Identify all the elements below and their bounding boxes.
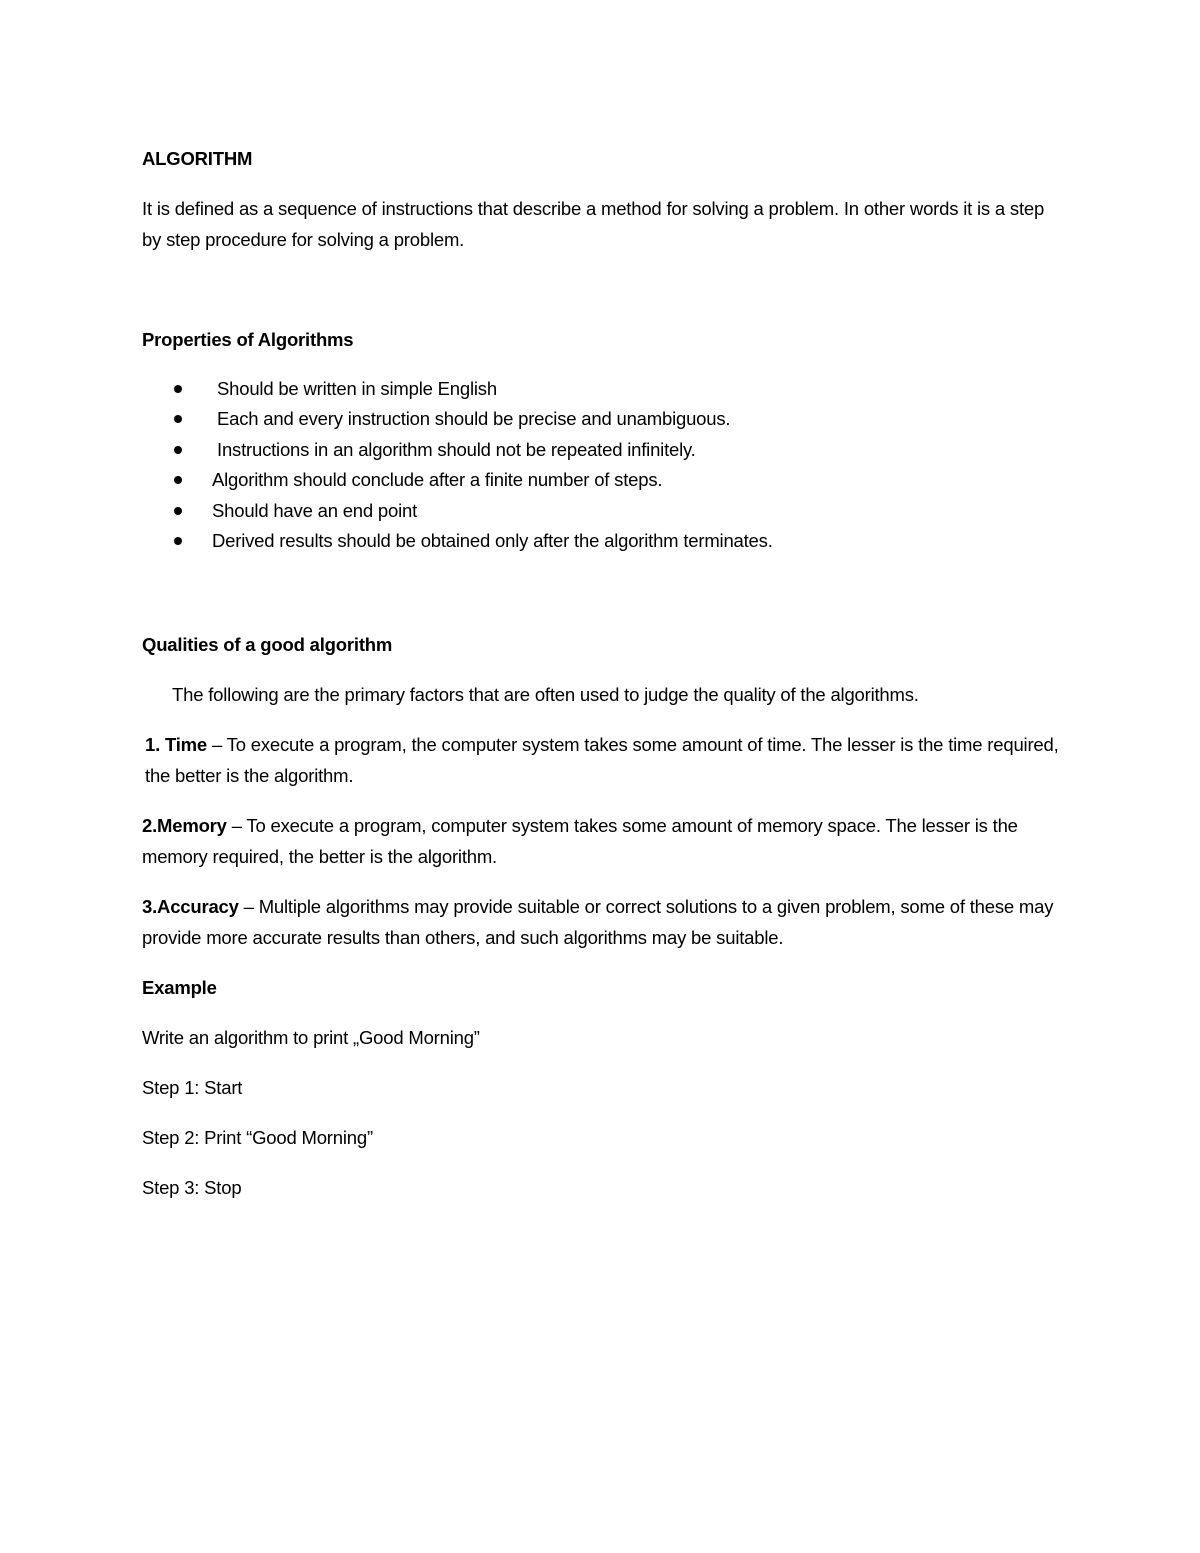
page-title: ALGORITHM: [142, 148, 253, 169]
list-item: [142, 496, 1062, 526]
list-item-text: Each and every instruction should be precise and unambiguous.: [217, 408, 731, 430]
bullet-icon: [174, 385, 182, 393]
list-item-text: Algorithm should conclude after a finite number of steps.: [212, 469, 663, 491]
definition-paragraph: It is defined as a sequence of instructions that describe a method for solving a problem. In other words it is a step by step procedure for solving a problem.: [142, 198, 1045, 250]
list-item: [142, 435, 1062, 465]
list-item-text: Should be written in simple English: [217, 378, 497, 399]
example-step: Step 2: Print “Good Morning”: [142, 1127, 373, 1149]
quality-label: 2.Memory: [142, 815, 227, 837]
quality-text: – Multiple algorithms may provide suitable or correct solutions to a given problem, some of these may provide more accurate results than others, and such algorithms may be suitable.: [142, 896, 1054, 949]
properties-heading: Properties of Algorithms: [142, 329, 354, 350]
bullet-icon: [174, 446, 182, 454]
list-item-text: Derived results should be obtained only after the algorithm terminates.: [212, 530, 773, 552]
bullet-icon: [174, 476, 182, 484]
quality-accuracy: [142, 891, 1062, 953]
list-item: [142, 526, 1062, 556]
example-step: Step 1: Start: [142, 1077, 243, 1099]
bullet-icon: [174, 537, 182, 545]
properties-list: [142, 374, 1062, 556]
list-item-text: Instructions in an algorithm should not be repeated infinitely.: [217, 438, 696, 460]
list-item: [142, 404, 1062, 434]
bullet-icon: [174, 507, 182, 515]
quality-text: – To execute a program, computer system takes some amount of memory space. The lesser is the memory required, the better is the algorithm.: [142, 815, 1018, 868]
example-heading: Example: [142, 977, 217, 999]
document-page: [142, 143, 1062, 1203]
example-task: Write an algorithm to print „Good Morning”: [142, 1027, 480, 1049]
quality-memory: [142, 810, 1062, 872]
quality-label: 1. Time: [145, 734, 208, 756]
quality-time: [142, 729, 1062, 791]
list-item: [142, 465, 1062, 495]
example-step: Step 3: Stop: [142, 1177, 242, 1199]
quality-label: 3.Accuracy: [142, 896, 239, 918]
bullet-icon: [174, 415, 182, 423]
list-item-text: Should have an end point: [212, 499, 418, 521]
list-item: [142, 374, 1062, 404]
quality-text: – To execute a program, the computer system takes some amount of time. The lesser is the time required, the better is the algorithm.: [145, 734, 1059, 787]
qualities-intro: The following are the primary factors that are often used to judge the quality of the algorithms.: [172, 684, 919, 706]
qualities-heading: Qualities of a good algorithm: [142, 634, 393, 656]
